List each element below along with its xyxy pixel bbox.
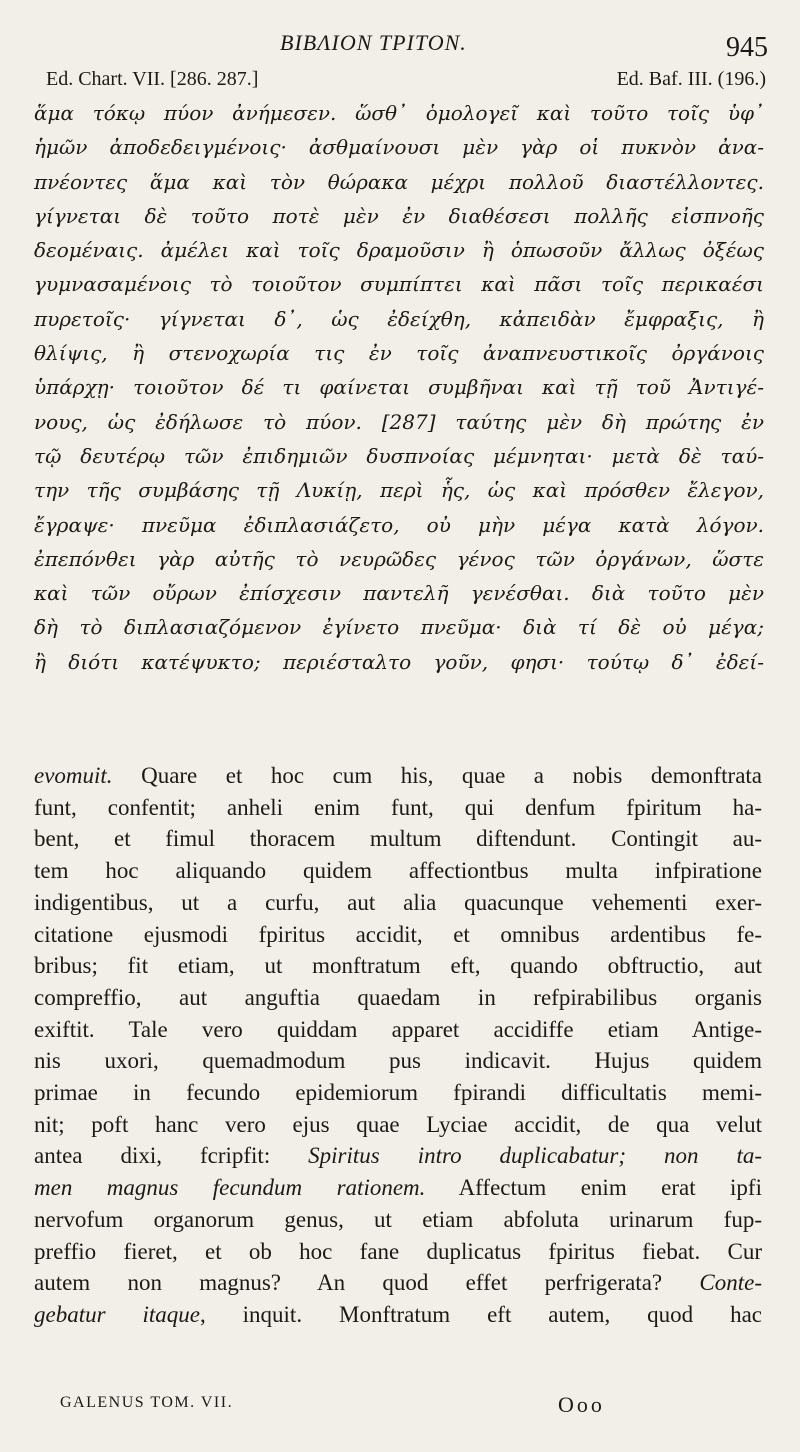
greek-text-line: πυρετοῖς· γίγνεται δ᾽, ὡς ἐδείχθη, κἀπειδὰν ἔμφραξις, ἢ xyxy=(34,306,764,331)
latin-roman-text: autem non magnus? An quod effet perfrigerata? xyxy=(34,1270,700,1296)
greek-text-line: ἔγραψε· πνεῦμα ἐδιπλασιάζετο, οὐ μὴν μέγα κατὰ λόγον. xyxy=(34,512,764,537)
latin-roman-text: primae in fecundo epidemiorum fpirandi difficultatis memi- xyxy=(34,1080,762,1106)
greek-text-line: τῷ δευτέρῳ τῶν ἐπιδημιῶν δυσπνοίας μέμνηται· μετὰ δὲ ταύ- xyxy=(34,443,764,468)
latin-text-line xyxy=(34,950,762,982)
greek-text-block xyxy=(34,96,764,679)
greek-text-line: θλίψις, ἢ στενοχωρία τις ἐν τοῖς ἀναπνευστικοῖς ὀργάνοις xyxy=(34,341,764,366)
latin-text-line xyxy=(34,982,762,1014)
greek-text-line: νους, ὡς ἐδήλωσε τὸ πύον. [287] ταύτης μὲν δὴ πρώτης ἐν xyxy=(34,409,764,434)
latin-roman-text: antea dixi, fcripfit: xyxy=(34,1143,309,1169)
latin-italic-quotation: Spiritus intro duplicabatur; non ta- xyxy=(308,1143,762,1169)
latin-roman-text: bent, et fimul thoracem multum diftendunt. Contingit au- xyxy=(34,826,762,852)
latin-text-line xyxy=(34,1140,762,1172)
greek-text-line: ἡμῶν ἀποδεδειγμένοις· ἀσθμαίνουσι μὲν γὰρ οἱ πυκνὸν ἀνα- xyxy=(34,135,764,160)
latin-text-line xyxy=(34,1077,762,1109)
greek-text-line: ἐπεπόνθει γὰρ αὐτῆς τὸ νευρῶδες γένος τῶν ὀργάνων, ὥστε xyxy=(34,546,764,571)
latin-text-line xyxy=(34,1204,762,1236)
greek-text-line: δὴ τὸ διπλασιαζόμενον ἐγίνετο πνεῦμα· διὰ τί δὲ οὐ μέγα; xyxy=(34,615,764,640)
latin-text-line xyxy=(34,1109,762,1141)
latin-roman-text: nit; poft hanc vero ejus quae Lyciae accidit, de qua velut xyxy=(34,1111,762,1137)
latin-text-line xyxy=(34,1299,762,1331)
latin-text-line xyxy=(34,823,762,855)
latin-roman-text: nervofum organorum genus, ut etiam abfoluta urinarum fup- xyxy=(34,1206,762,1232)
latin-text-line xyxy=(34,1014,762,1046)
latin-roman-text: Quare et hoc cum his, quae a nobis demonftrata xyxy=(112,763,762,788)
latin-italic-quotation: evomuit. xyxy=(34,763,113,788)
edition-reference-line xyxy=(46,68,766,98)
latin-roman-text: exiftit. Tale vero quiddam apparet accidiffe etiam Antige- xyxy=(34,1016,762,1042)
latin-text-line xyxy=(34,1045,762,1077)
greek-text-line: την τῆς συμβάσης τῇ Λυκίῃ, περὶ ἧς, ὡς καὶ πρόσθεν ἔλεγον, xyxy=(34,478,764,503)
latin-text-line xyxy=(34,1236,762,1268)
page-number: 945 xyxy=(726,32,768,63)
edition-chart-reference: Ed. Chart. VII. [286. 287.] xyxy=(46,68,259,90)
latin-italic-quotation: gebatur itaque xyxy=(34,1301,200,1327)
latin-roman-text: preffio fieret, et ob hoc fane duplicatus fpiritus fiebat. Cur xyxy=(34,1238,762,1264)
running-head xyxy=(0,26,800,66)
latin-roman-text: funt, confentit; anheli enim funt, qui denfum fpiritum ha- xyxy=(34,794,762,820)
greek-text-line: πνέοντες ἅμα καὶ τὸν θώρακα μέχρι πολλοῦ διαστέλλοντες. xyxy=(34,169,764,194)
latin-text-line xyxy=(34,1267,762,1299)
running-title: BIBΛION TPITON. xyxy=(280,30,467,55)
greek-text-line: δεομέναις. ἀμέλει καὶ τοῖς δραμοῦσιν ἢ ὁπωσοῦν ἄλλως ὀξέως xyxy=(34,238,764,263)
latin-roman-text: citatione ejusmodi fpiritus accidit, et omnibus ardentibus fe- xyxy=(34,921,762,947)
latin-text-line xyxy=(34,887,762,919)
latin-roman-text: Affectum enim erat ipfi xyxy=(425,1175,762,1201)
latin-roman-text: tem hoc aliquando quidem affectiontbus multa infpiratione xyxy=(34,858,762,884)
latin-text-line xyxy=(34,760,762,792)
latin-translation-block xyxy=(34,760,762,1331)
gathering-signature: Ooo xyxy=(558,1392,605,1417)
latin-roman-text: indigentibus, ut a curfu, aut alia quacunque vehementi exer- xyxy=(34,889,762,915)
latin-text-line xyxy=(34,792,762,824)
volume-signature: GALENUS TOM. VII. xyxy=(60,1394,234,1411)
greek-text-line: ἢ διότι κατέψυκτο; περιέσταλτο γοῦν, φησι· τούτῳ δ᾽ ἐδεί- xyxy=(34,649,764,674)
greek-text-line: γίγνεται δὲ τοῦτο ποτὲ μὲν ἐν διαθέσεσι πολλῆς εἰσπνοῆς xyxy=(34,203,764,228)
latin-roman-text: bribus; fit etiam, ut monftratum eft, quando obftructio, aut xyxy=(34,953,762,979)
greek-text-line: γυμνασαμένοις τὸ τοιοῦτον συμπίπτει καὶ πᾶσι τοῖς περικαέσι xyxy=(34,272,764,297)
greek-text-line: καὶ τῶν οὔρων ἐπίσχεσιν παντελῆ γενέσθαι. διὰ τοῦτο μὲν xyxy=(34,581,764,606)
edition-basel-reference: Ed. Baf. III. (196.) xyxy=(616,68,766,90)
latin-italic-quotation: Conte- xyxy=(699,1270,762,1296)
latin-text-line xyxy=(34,855,762,887)
latin-roman-text: nis uxori, quemadmodum pus indicavit. Hujus quidem xyxy=(34,1048,762,1074)
greek-text-line: ἅμα τόκῳ πύον ἀνήμεσεν. ὥσθ᾽ ὁμολογεῖ καὶ τοῦτο τοῖς ὑφ᾽ xyxy=(34,101,764,125)
latin-italic-quotation: men magnus fecundum rationem. xyxy=(34,1175,426,1201)
latin-roman-text: compreffio, aut anguftia quaedam in refpirabilibus organis xyxy=(34,984,762,1010)
latin-text-line xyxy=(34,919,762,951)
greek-text-line: ὑπάρχῃ· τοιοῦτον δέ τι φαίνεται συμβῆναι καὶ τῇ τοῦ Ἀντιγέ- xyxy=(34,375,764,400)
latin-text-line xyxy=(34,1172,762,1204)
latin-roman-text: , inquit. Monftratum eft autem, quod hac xyxy=(199,1301,762,1327)
page-footer xyxy=(60,1392,760,1422)
